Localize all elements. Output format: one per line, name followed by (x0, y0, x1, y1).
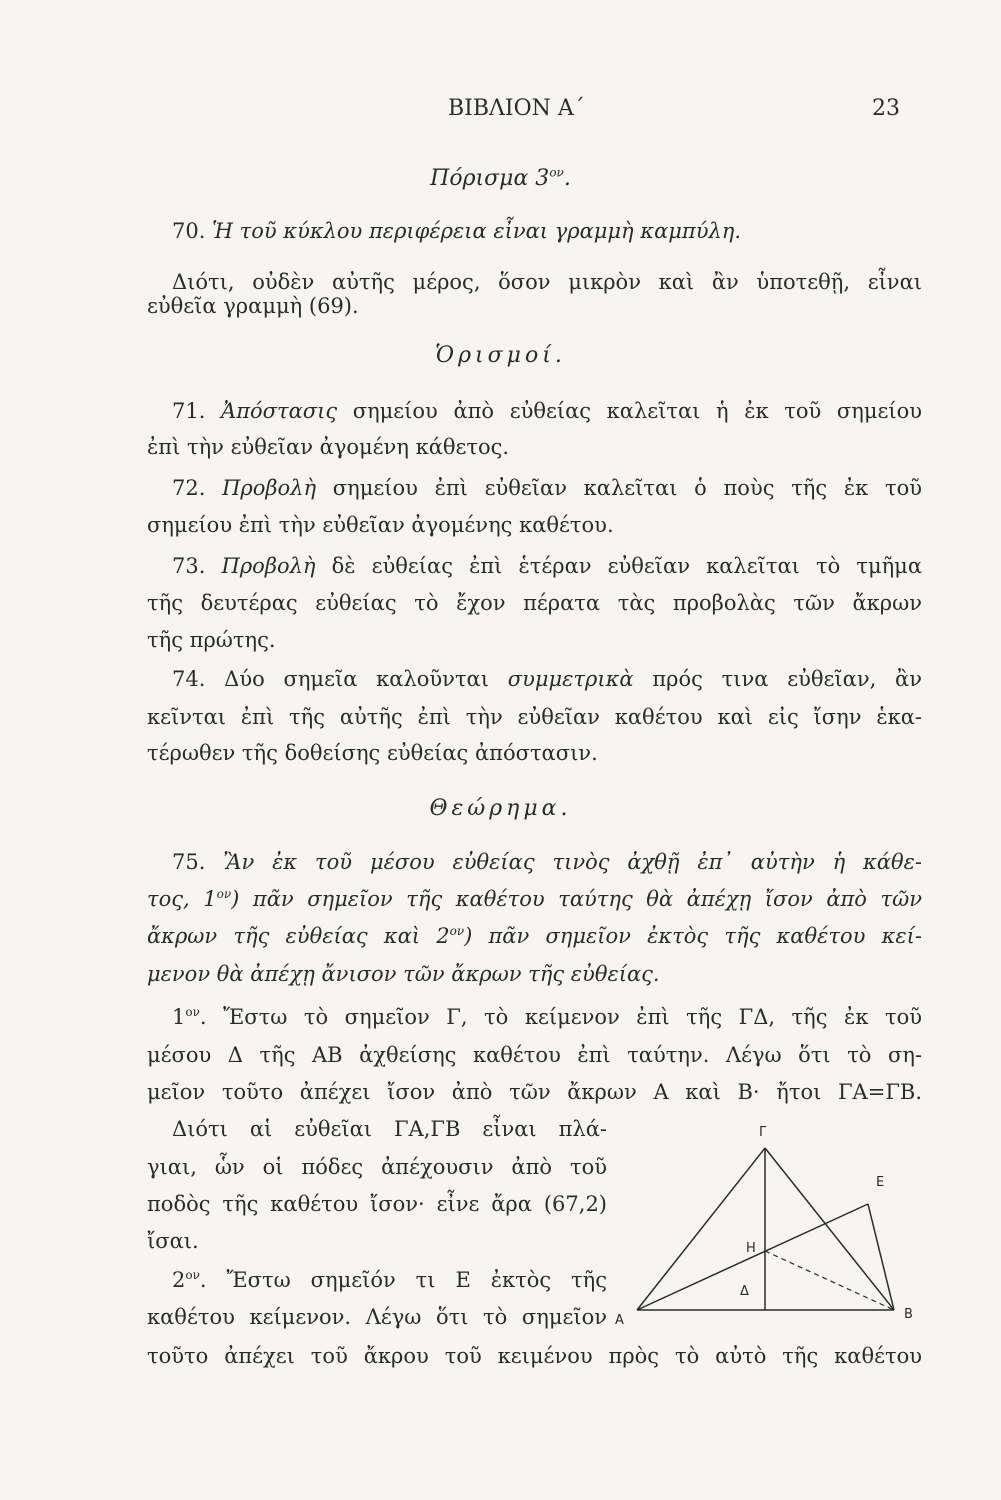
paragraph-72-line-2: σημείου ἐπὶ τὴν εὐθεῖαν ἀγομένης καθέτου. (147, 513, 614, 537)
proof-1-line-4: Διότι αἱ εὐθεῖαι ΓΑ,ΓΒ εἶναι πλά- (172, 1117, 607, 1141)
paragraph-70-line-2: Διότι, οὐδὲν αὐτῆς μέρος, ὅσον μικρὸν καὶ ἂν ὑποτεθῇ, εἶναι (172, 270, 922, 294)
paragraph-71-line-1: 71. Ἀπόστασις σημείου ἀπὸ εὐθείας καλεῖται ἡ ἐκ τοῦ σημείου (172, 399, 923, 423)
segment-HB-dashed (765, 1251, 894, 1310)
paragraph-74-line-3: τέρωθεν τῆς δοθείσης εὐθείας ἀπόστασιν. (147, 741, 598, 765)
paragraph-72-line-1: 72. Προβολὴ σημείου ἐπὶ εὐθεῖαν καλεῖται ὁ ποὺς τῆς ἐκ τοῦ (172, 476, 922, 500)
paragraph-74-line-2: κεῖνται ἐπὶ τῆς αὐτῆς ἐπὶ τὴν εὐθεῖαν καθέτου καὶ εἰς ἴσην ἑκα- (147, 705, 922, 729)
segment-AE (637, 1204, 868, 1310)
label-G: Γ (759, 1125, 767, 1140)
proof-2-line-2: καθέτου κείμενον. Λέγω ὅτι τὸ σημεῖον (147, 1305, 607, 1329)
label-B: Β (904, 1307, 913, 1322)
proof-1-line-3: μεῖον τοῦτο ἀπέχει ἴσον ἀπὸ τῶν ἄκρων Α καὶ Β· ἤτοι ΓΑ=ΓΒ. (147, 1080, 922, 1104)
paragraph-73-line-3: τῆς πρώτης. (147, 628, 276, 652)
proof-1-line-1: $1^{o\nu}$. Ἔστω τὸ σημεῖον Γ, τὸ κείμενον ἐπὶ τῆς ΓΔ, τῆς ἐκ τοῦ (172, 1005, 922, 1029)
paragraph-70-line-3: εὐθεῖα γραμμὴ (69). (147, 294, 359, 318)
label-E: Ε (876, 1175, 885, 1190)
orismoi-heading: Ὁρισμοί. (435, 343, 566, 368)
paragraph-74-line-1: 74. Δύο σημεῖα καλοῦνται συμμετρικὰ πρός τινα εὐθεῖαν, ἂν (172, 667, 922, 691)
proof-1-line-6: ποδὸς τῆς καθέτου ἴσον· εἶνε ἄρα (67,2) (147, 1192, 607, 1216)
label-H: Η (746, 1241, 756, 1256)
proof-1-line-2: μέσου Δ τῆς ΑΒ ἀχθείσης καθέτου ἐπὶ ταύτην. Λέγω ὅτι τὸ ση- (147, 1043, 922, 1067)
paragraph-73-line-1: 73. Προβολὴ δὲ εὐθείας ἐπὶ ἑτέραν εὐθεῖαν καλεῖται τὸ τμῆμα (172, 554, 923, 578)
paragraph-75-line-4: μενον θὰ ἀπέχῃ ἄνισον τῶν ἄκρων τῆς εὐθείας. (147, 962, 660, 986)
page-number: 23 (872, 96, 900, 121)
paragraph-75-line-1: 75. Ἂν ἐκ τοῦ μέσου εὐθείας τινὸς ἀχθῇ ἐπ᾿ αὐτὴν ἡ κάθε- (172, 850, 922, 874)
label-D: Δ (740, 1284, 749, 1299)
proof-1-line-5: γιαι, ὧν οἱ πόδες ἀπέχουσιν ἀπὸ τοῦ (147, 1155, 607, 1179)
proof-2-line-1: $2^{o\nu}$. Ἔστω σημεῖόν τι Ε ἐκτὸς τῆς (172, 1268, 607, 1292)
paragraph-70-line-1: 70. Ἡ τοῦ κύκλου περιφέρεια εἶναι γραμμὴ καμπύλη. (172, 219, 742, 243)
paragraph-75-line-3: ἄκρων τῆς εὐθείας καὶ $2^{o\nu}$) πᾶν σημεῖον ἐκτὸς τῆς καθέτου κεί- (147, 924, 922, 948)
label-A: Α (615, 1313, 624, 1327)
proof-1-line-7: ἴσαι. (147, 1229, 199, 1253)
paragraph-75-line-2: τος, $1^{o\nu}$) πᾶν σημεῖον τῆς καθέτου ταύτης θὰ ἀπέχῃ ἴσον ἀπὸ τῶν (147, 887, 923, 911)
theorima-heading: Θεώρημα. (429, 796, 572, 821)
geometry-figure (612, 1122, 922, 1327)
porisma-heading: Πόρισμα $3^{o\nu}$. (430, 165, 571, 191)
running-header-title: ΒΙΒΛΙΟΝ Α΄ (448, 96, 585, 121)
paragraph-71-line-2: ἐπὶ τὴν εὐθεῖαν ἀγομένη κάθετος. (147, 435, 510, 459)
paragraph-73-line-2: τῆς δευτέρας εὐθείας τὸ ἔχον πέρατα τὰς προβολὰς τῶν ἄκρων (147, 591, 922, 615)
proof-2-line-3: τοῦτο ἀπέχει τοῦ ἄκρου τοῦ κειμένου πρὸς τὸ αὐτὸ τῆς καθέτου (147, 1344, 922, 1368)
